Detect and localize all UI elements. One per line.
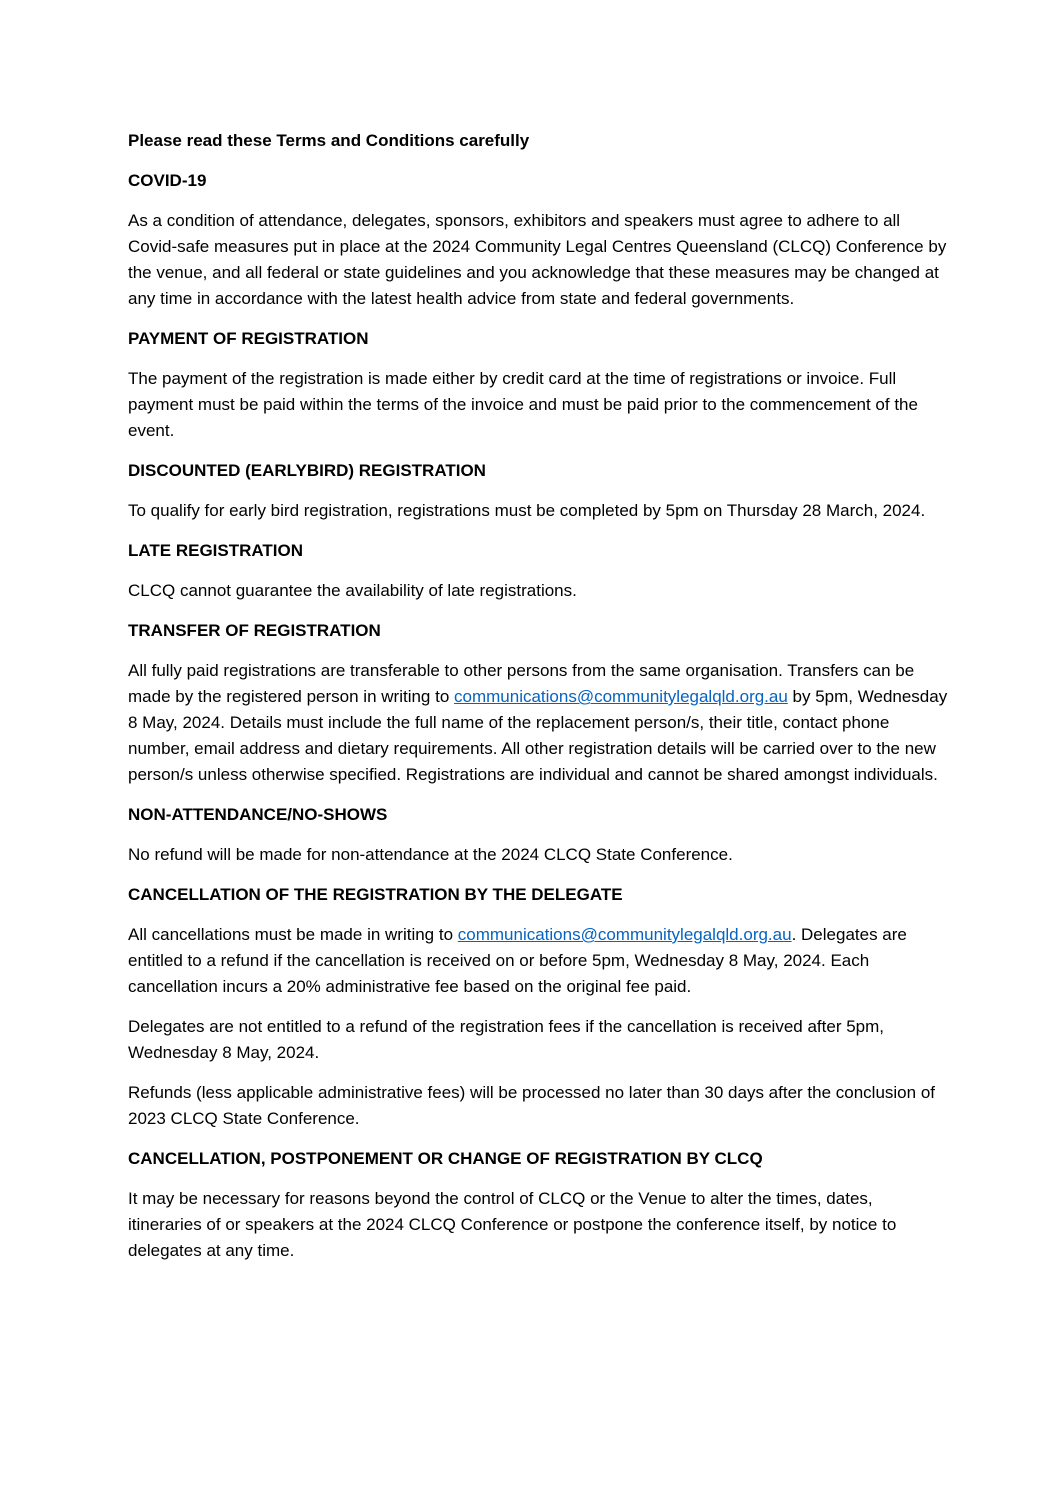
transfer-email-link[interactable]: communications@communitylegalqld.org.au [454,687,788,706]
cancel-clcq-paragraph: It may be necessary for reasons beyond the control of CLCQ or the Venue to alter the times, dates, itineraries of or speakers at the 2024 CLCQ Conference or postpone the conference itself, by notice to delegates at any time. [128,1189,897,1260]
cancel-text-before: All cancellations must be made in writing to [128,925,458,944]
cancel-delegate-paragraph-2: Delegates are not entitled to a refund of the registration fees if the cancellation is received after 5pm, Wednesday 8 May, 2024. [128,1017,884,1062]
noshow-heading: NON-ATTENDANCE/NO-SHOWS [128,805,388,824]
cancel-delegate-paragraph-3: Refunds (less applicable administrative fees) will be processed no later than 30 days after the conclusion of 2023 CLCQ State Conference. [128,1083,935,1128]
earlybird-paragraph: To qualify for early bird registration, registrations must be completed by 5pm on Thursday 28 March, 2024. [128,501,926,520]
cancel-delegate-heading: CANCELLATION OF THE REGISTRATION BY THE DELEGATE [128,885,623,904]
earlybird-heading: DISCOUNTED (EARLYBIRD) REGISTRATION [128,461,486,480]
cancel-clcq-heading: CANCELLATION, POSTPONEMENT OR CHANGE OF REGISTRATION BY CLCQ [128,1149,763,1168]
transfer-heading: TRANSFER OF REGISTRATION [128,621,381,640]
document-page [128,128,948,1278]
covid-heading: COVID-19 [128,171,207,190]
late-paragraph: CLCQ cannot guarantee the availability of late registrations. [128,581,577,600]
payment-heading: PAYMENT OF REGISTRATION [128,329,369,348]
cancel-email-link[interactable]: communications@communitylegalqld.org.au [457,925,792,944]
cancel-text-after: . Delegates are entitled to a refund if the cancellation is received on or before 5pm, Wednesday 8 May, 2024. Each cancellation incurs a 20% administrative fee based on the original fee paid. [128,925,907,996]
intro-heading: Please read these Terms and Conditions carefully [128,131,530,150]
payment-paragraph: The payment of the registration is made either by credit card at the time of registrations or invoice. Full payment must be paid within the terms of the invoice and must be paid prior to the commencement of the event. [128,369,918,440]
transfer-text-after: by 5pm, Wednesday 8 May, 2024. Details must include the full name of the replacement person/s, their title, contact phone number, email address and dietary requirements. All other registration details will be carried over to the new person/s unless otherwise specified. Registrations are individual and cannot be shared amongst individuals. [128,687,948,784]
transfer-text-before: All fully paid registrations are transferable to other persons from the same organisation. Transfers can be made by the registered person in writing to [128,661,915,706]
noshow-paragraph: No refund will be made for non-attendance at the 2024 CLCQ State Conference. [128,845,733,864]
covid-paragraph: As a condition of attendance, delegates, sponsors, exhibitors and speakers must agree to adhere to all Covid-safe measures put in place at the 2024 Community Legal Centres Queensland (CLCQ) Conference by the venue, and all federal or state guidelines and you acknowledge that these measures may be changed at any time in accordance with the latest health advice from state and federal governments. [128,211,947,308]
late-heading: LATE REGISTRATION [128,541,304,560]
transfer-paragraph [128,658,948,788]
cancel-delegate-paragraph-1 [128,922,948,1000]
